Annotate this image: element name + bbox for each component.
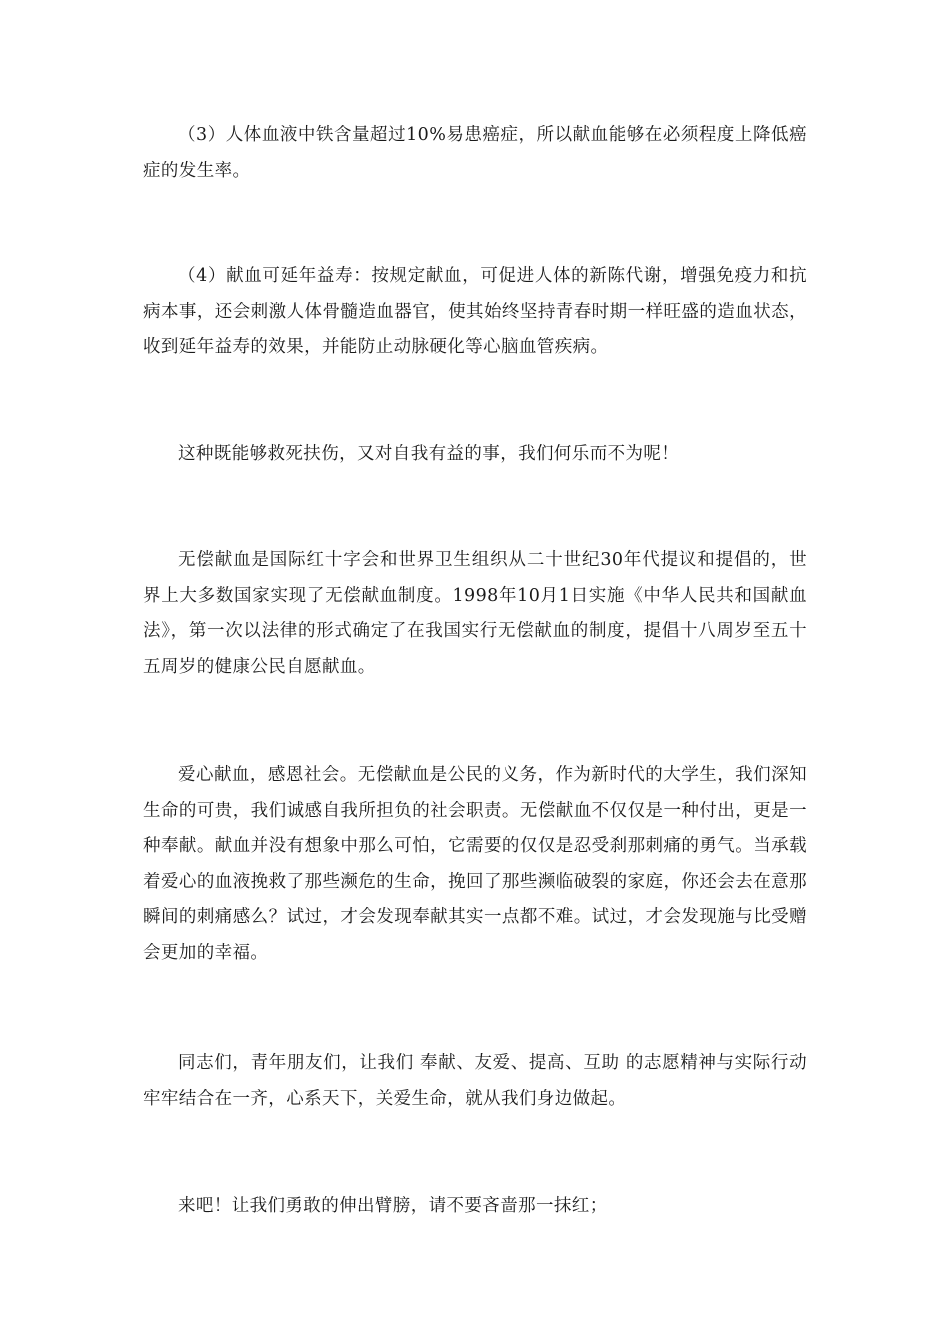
paragraph-iron-cancer-risk: （3）人体血液中铁含量超过10%易患癌症，所以献血能够在必须程度上降低癌症的发生率。 xyxy=(143,125,807,181)
paragraph-why-not: 这种既能够救死扶伤，又对自我有益的事，我们何乐而不为呢！ xyxy=(178,444,680,464)
paragraph-longevity-benefit: （4）献血可延年益寿：按规定献血，可促进人体的新陈代谢，增强免疫力和抗病本事，还会刺激人体骨髓造血器官，使其始终坚持青春时期一样旺盛的造血状态，收到延年益寿的效果，并能防止动脉硬化等心脑血管疾病。 xyxy=(143,266,807,357)
paragraph-volunteer-spirit: 同志们，青年朋友们，让我们 奉献、友爱、提高、互助 的志愿精神与实际行动牢牢结合在一齐，心系天下，关爱生命，就从我们身边做起。 xyxy=(143,1053,807,1109)
paragraph-call-to-action: 来吧！让我们勇敢的伸出臂膀，请不要吝啬那一抹红； xyxy=(178,1196,608,1216)
paragraph-love-donation: 爱心献血，感恩社会。无偿献血是公民的义务，作为新时代的大学生，我们深知生命的可贵，我们诚感自我所担负的社会职责。无偿献血不仅仅是一种付出，更是一种奉献。献血并没有想象中那么可怕，它需要的仅仅是忍受刹那刺痛的勇气。当承载着爱心的血液挽救了那些濒危的生命，挽回了那些濒临破裂的家庭，你还会去在意那瞬间的刺痛感么？试过，才会发现奉献其实一点都不难。试过，才会发现施与比受赠会更加的幸福。 xyxy=(143,765,807,963)
paragraph-blood-donation-law: 无偿献血是国际红十字会和世界卫生组织从二十世纪30年代提议和提倡的，世界上大多数国家实现了无偿献血制度。1998年10月1日实施《中华人民共和国献血法》，第一次以法律的形式确定了在我国实行无偿献血的制度，提倡十八周岁至五十五周岁的健康公民自愿献血。 xyxy=(143,550,807,677)
